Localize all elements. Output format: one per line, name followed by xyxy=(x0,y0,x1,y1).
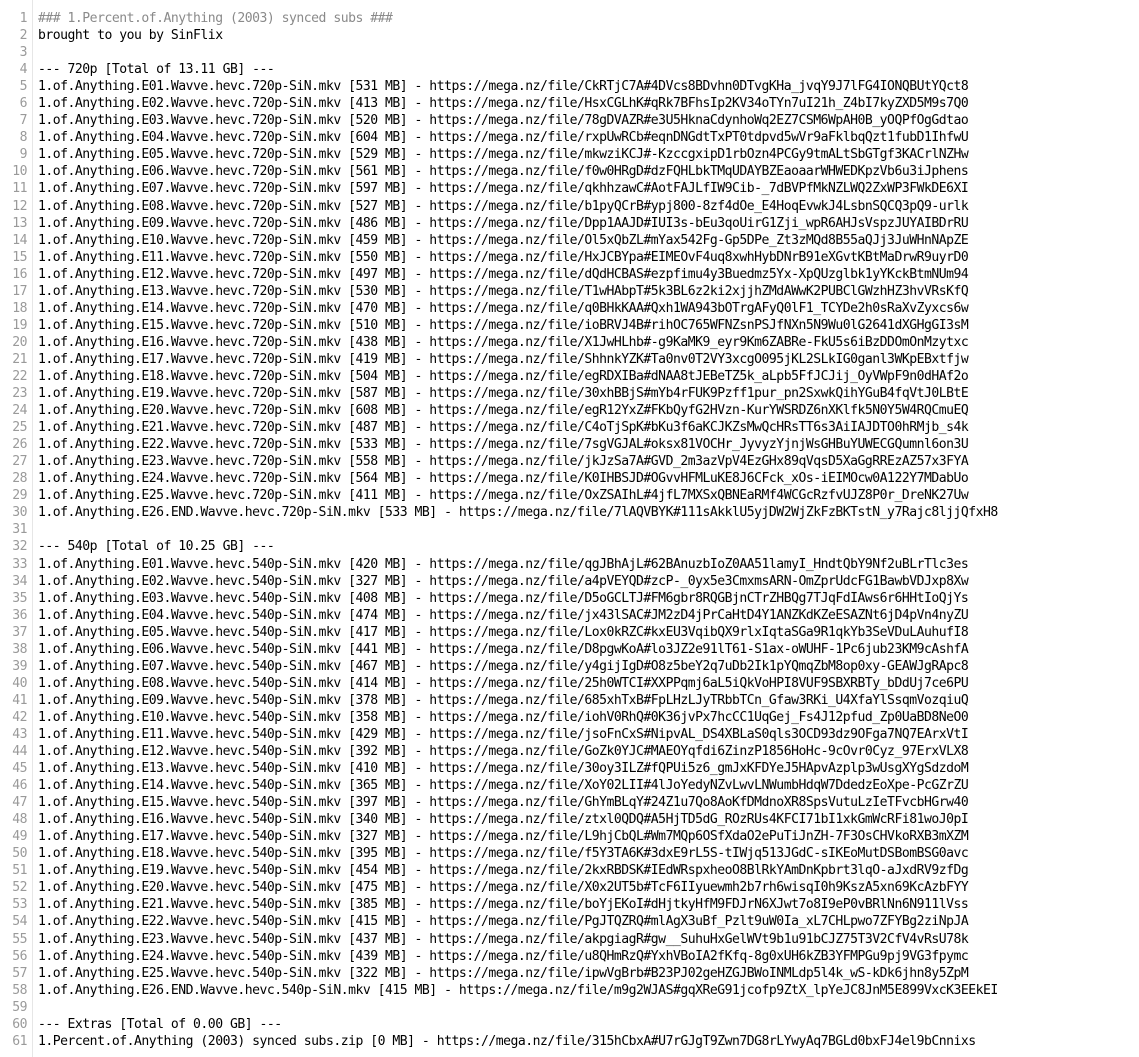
line-text: 1.of.Anything.E09.Wavve.hevc.540p-SiN.mkv [378 MB] - https://mega.nz/file/685xhTxB#FpLHzLJyTRbbTCn_Gfaw3RKi_U4XfaYlSsqmVozqiuQ xyxy=(38,692,969,708)
editor-line[interactable] xyxy=(0,931,1139,948)
line-text: 1.of.Anything.E21.Wavve.hevc.540p-SiN.mkv [385 MB] - https://mega.nz/file/boYjEKoI#dHjtkyHfM9FDJrN6XJwt7o8I9eP0vBRlNn6N911lVss xyxy=(38,897,969,913)
line-number: 8 xyxy=(19,130,27,146)
line-number: 36 xyxy=(12,607,27,623)
editor-line[interactable] xyxy=(0,385,1139,402)
line-number: 12 xyxy=(12,198,27,214)
editor-line[interactable] xyxy=(0,692,1139,709)
line-text: 1.of.Anything.E22.Wavve.hevc.720p-SiN.mkv [533 MB] - https://mega.nz/file/7sgVGJAL#oksx81VOCHr_JyvyzYjnjWsGHBuYUWECGQumnl6on3U xyxy=(38,437,969,453)
editor-line[interactable] xyxy=(0,180,1139,197)
line-text: 1.of.Anything.E18.Wavve.hevc.540p-SiN.mkv [395 MB] - https://mega.nz/file/f5Y3TA6K#3dxE9rL5S-tIWjq513JGdC-sIKEoMutDSBomBSG0avc xyxy=(38,846,969,862)
line-number: 61 xyxy=(12,1033,27,1049)
line-number: 20 xyxy=(12,334,27,350)
line-number: 38 xyxy=(12,641,27,657)
line-text: 1.of.Anything.E04.Wavve.hevc.720p-SiN.mkv [604 MB] - https://mega.nz/file/rxpUwRCb#eqnDNGdtTxPT0tdpvd5wVr9aFklbqQzt1fubD1IhfwU xyxy=(38,130,969,146)
line-number: 57 xyxy=(12,965,27,981)
line-text: 1.of.Anything.E24.Wavve.hevc.540p-SiN.mkv [439 MB] - https://mega.nz/file/u8QHmRzQ#YxhVBoIA2fKfq-8g0xUH6kZB3YFMPGu9pj9VG3fpymc xyxy=(38,948,969,964)
editor-line[interactable] xyxy=(0,982,1139,999)
line-number: 47 xyxy=(12,795,27,811)
editor-line[interactable] xyxy=(0,334,1139,351)
line-text: 1.of.Anything.E03.Wavve.hevc.540p-SiN.mkv [408 MB] - https://mega.nz/file/D5oGCLTJ#FM6gbr8RQGBjnCTrZHBQg7TJqFdIAws6r6HHtIoQjYs xyxy=(38,590,969,606)
line-text: 1.of.Anything.E20.Wavve.hevc.540p-SiN.mkv [475 MB] - https://mega.nz/file/X0x2UT5b#TcF6IIyuewmh2b7rh6wisqI0h9KszA5xn69KcAzbFYY xyxy=(38,880,969,896)
editor-line[interactable] xyxy=(0,10,1139,27)
line-number: 10 xyxy=(12,164,27,180)
line-text: 1.of.Anything.E19.Wavve.hevc.540p-SiN.mkv [454 MB] - https://mega.nz/file/2kxRBDSK#IEdWRspxheoO8BlRkYAmDnKpbrt3lqO-aJxdRV9zfDg xyxy=(38,863,969,879)
line-number: 49 xyxy=(12,829,27,845)
line-text: 1.of.Anything.E14.Wavve.hevc.720p-SiN.mkv [470 MB] - https://mega.nz/file/q0BHkKAA#Qxh1WA943bOTrgAFyQ0lF1_TCYDe2h0sRaXvZyxcs6w xyxy=(38,300,969,316)
line-text: 1.of.Anything.E01.Wavve.hevc.540p-SiN.mkv [420 MB] - https://mega.nz/file/qgJBhAjL#62BAnuzbIoZ0AA51lamyI_HndtQbY9Nf2uBLrTlc3es xyxy=(38,556,969,572)
line-number: 19 xyxy=(12,317,27,333)
line-text xyxy=(38,44,1139,61)
line-number: 6 xyxy=(19,96,27,112)
line-text: 1.of.Anything.E20.Wavve.hevc.720p-SiN.mkv [608 MB] - https://mega.nz/file/egR12YxZ#FKbQyfG2HVzn-KurYWSRDZ6nXKlfk5N0Y5W4RQCmuEQ xyxy=(38,403,969,419)
editor-line[interactable] xyxy=(0,794,1139,811)
line-text: 1.of.Anything.E11.Wavve.hevc.720p-SiN.mkv [550 MB] - https://mega.nz/file/HxJCBYpa#EIMEOvF4uq8xwhHybDNrB91eXGvtKBtMaDrwR9uyrD0 xyxy=(38,249,969,265)
editor-line[interactable] xyxy=(0,487,1139,504)
line-number: 27 xyxy=(12,454,27,470)
line-text: 1.of.Anything.E16.Wavve.hevc.540p-SiN.mkv [340 MB] - https://mega.nz/file/ztxl0QDQ#A5HjTD5dG_ROzRUs4KFCI71bI1xkGmWcRFi81woJ0pI xyxy=(38,812,969,828)
line-number: 29 xyxy=(12,488,27,504)
line-text: 1.Percent.of.Anything (2003) synced subs.zip [0 MB] - https://mega.nz/file/315hCbxA#U7rGJgT9Zwn7DG8rLYwyAq7BGLd0bxFJ4el9bCnnixs xyxy=(38,1033,976,1049)
editor-line[interactable] xyxy=(0,27,1139,44)
line-text: 1.of.Anything.E04.Wavve.hevc.540p-SiN.mkv [474 MB] - https://mega.nz/file/jx43lSAC#JM2zD4jPrCaHtD4Y1ANZKdKZeESAZNt6jD4pVn4nyZU xyxy=(38,607,969,623)
line-text xyxy=(38,521,1139,538)
editor-line[interactable] xyxy=(0,351,1139,368)
editor-line[interactable] xyxy=(0,283,1139,300)
line-number: 26 xyxy=(12,437,27,453)
editor-line[interactable] xyxy=(0,726,1139,743)
line-number: 51 xyxy=(12,863,27,879)
line-text: 1.of.Anything.E23.Wavve.hevc.720p-SiN.mkv [558 MB] - https://mega.nz/file/jkJzSa7A#GVD_2m3azVpV4EzGHx89qVqsD5XaGgRREzAZ57x3FYA xyxy=(38,454,969,470)
line-text: 1.of.Anything.E06.Wavve.hevc.540p-SiN.mkv [441 MB] - https://mega.nz/file/D8pgwKoA#lo3JZ2e91lT61-S1ax-oWUHF-1Pc6jub23KM9cAshfA xyxy=(38,641,969,657)
line-text: --- 540p [Total of 10.25 GB] --- xyxy=(38,539,275,555)
line-number: 22 xyxy=(12,368,27,384)
line-text: 1.of.Anything.E24.Wavve.hevc.720p-SiN.mkv [564 MB] - https://mega.nz/file/K0IHBSJD#OGvvHFMLuKE8J6CFck_xOs-iEIMOcw0A122Y7MDabUo xyxy=(38,471,969,487)
editor-line[interactable] xyxy=(0,965,1139,982)
editor-line[interactable] xyxy=(0,658,1139,675)
line-number: 44 xyxy=(12,744,27,760)
editor-line[interactable] xyxy=(0,1033,1139,1050)
line-text: 1.of.Anything.E09.Wavve.hevc.720p-SiN.mkv [486 MB] - https://mega.nz/file/Dpp1AAJD#IUI3s-bEu3qoUirG1Zji_wpR6AHJsVspzJUYAIBDrRU xyxy=(38,215,969,231)
line-text: 1.of.Anything.E19.Wavve.hevc.720p-SiN.mkv [587 MB] - https://mega.nz/file/30xhBBjS#mYb4rFUK9Pzff1pur_pn2SxwkQihYGuB4fqVtJ0LBtE xyxy=(38,386,969,402)
line-text: 1.of.Anything.E22.Wavve.hevc.540p-SiN.mkv [415 MB] - https://mega.nz/file/PgJTQZRQ#mlAgX3uBf_Pzlt9uW0Ia_xL7CHLpwo7ZFYBg2ziNpJA xyxy=(38,914,969,930)
editor-line[interactable] xyxy=(0,504,1139,521)
editor-line[interactable] xyxy=(0,1016,1139,1033)
line-text: 1.of.Anything.E26.END.Wavve.hevc.540p-SiN.mkv [415 MB] - https://mega.nz/file/m9g2WJAS#gqXReG91jcofp9ZtX_lpYeJC8JnM5E899VxcK3EEkEI xyxy=(38,982,998,998)
line-number: 39 xyxy=(12,658,27,674)
editor-line[interactable] xyxy=(0,760,1139,777)
editor-line[interactable] xyxy=(0,402,1139,419)
editor-lines[interactable] xyxy=(0,10,1139,1050)
line-text: brought to you by SinFlix xyxy=(38,28,223,44)
line-number: 5 xyxy=(19,79,27,95)
editor-line[interactable] xyxy=(0,828,1139,845)
editor-line[interactable] xyxy=(0,232,1139,249)
line-number: 21 xyxy=(12,351,27,367)
editor-line[interactable] xyxy=(0,573,1139,590)
line-text: 1.of.Anything.E05.Wavve.hevc.720p-SiN.mkv [529 MB] - https://mega.nz/file/mkwziKCJ#-KzccgxipD1rbOzn4PCGy9tmALtSbGTgf3KACrlNZHw xyxy=(38,147,969,163)
line-text: 1.of.Anything.E05.Wavve.hevc.540p-SiN.mkv [417 MB] - https://mega.nz/file/Lox0kRZC#kxEU3VqibQX9rlxIqtaSGa9R1qkYb3SeVDuLAuhufI8 xyxy=(38,624,969,640)
line-number: 33 xyxy=(12,556,27,572)
editor-line[interactable] xyxy=(0,999,1139,1016)
editor-line[interactable] xyxy=(0,129,1139,146)
line-text: --- Extras [Total of 0.00 GB] --- xyxy=(38,1016,282,1032)
line-number: 9 xyxy=(19,147,27,163)
line-text: 1.of.Anything.E02.Wavve.hevc.540p-SiN.mkv [327 MB] - https://mega.nz/file/a4pVEYQD#zcP-_0yx5e3CmxmsARN-OmZprUdcFG1BawbVDJxp8Xw xyxy=(38,573,969,589)
editor-line[interactable] xyxy=(0,624,1139,641)
line-number: 7 xyxy=(19,113,27,129)
line-text: 1.of.Anything.E10.Wavve.hevc.540p-SiN.mkv [358 MB] - https://mega.nz/file/iohV0RhQ#0K36jvPx7hcCC1UqGej_Fs4J12pfud_Zp0UaBD8NeO0 xyxy=(38,709,969,725)
editor-line[interactable] xyxy=(0,538,1139,555)
line-number: 30 xyxy=(12,505,27,521)
editor-line[interactable] xyxy=(0,913,1139,930)
line-text: 1.of.Anything.E17.Wavve.hevc.540p-SiN.mkv [327 MB] - https://mega.nz/file/L9hjCbQL#Wm7MQp6OSfXdaO2ePuTiJnZH-7F3OsCHVkoRXB3mXZM xyxy=(38,829,969,845)
line-text: 1.of.Anything.E12.Wavve.hevc.720p-SiN.mkv [497 MB] - https://mega.nz/file/dQdHCBAS#ezpfimu4y3Buedmz5Yx-XpQUzglbk1yYKckBtmNUm94 xyxy=(38,266,969,282)
line-number: 52 xyxy=(12,880,27,896)
line-number: 42 xyxy=(12,709,27,725)
line-number: 54 xyxy=(12,914,27,930)
editor-line[interactable] xyxy=(0,368,1139,385)
line-text xyxy=(38,999,1139,1016)
line-number: 16 xyxy=(12,266,27,282)
editor-line[interactable] xyxy=(0,266,1139,283)
line-number: 24 xyxy=(12,403,27,419)
line-text: 1.of.Anything.E10.Wavve.hevc.720p-SiN.mkv [459 MB] - https://mega.nz/file/Ol5xQbZL#mYax542Fg-Gp5DPe_Zt3zMQd8B55aQJj3JuWHnNApZE xyxy=(38,232,969,248)
editor-line[interactable] xyxy=(0,198,1139,215)
line-text: 1.of.Anything.E15.Wavve.hevc.540p-SiN.mkv [397 MB] - https://mega.nz/file/GhYmBLqY#24Z1u7Qo8AoKfDMdnoXR8SpsVutuLzIeTFvcbHGrw40 xyxy=(38,795,969,811)
editor-line[interactable] xyxy=(0,61,1139,78)
editor-line[interactable] xyxy=(0,78,1139,95)
line-text: 1.of.Anything.E13.Wavve.hevc.720p-SiN.mkv [530 MB] - https://mega.nz/file/T1wHAbpT#5k3BL6z2ki2xjjhZMdAWwK2PUBClGWzhHZ3hvVRsKfQ xyxy=(38,283,969,299)
editor-line[interactable] xyxy=(0,845,1139,862)
line-number: 34 xyxy=(12,573,27,589)
line-number: 56 xyxy=(12,948,27,964)
line-text: 1.of.Anything.E01.Wavve.hevc.720p-SiN.mkv [531 MB] - https://mega.nz/file/CkRTjC7A#4DVcs8BDvhn0DTvgKHa_jvqY9J7lFG4IONQBUtYQct8 xyxy=(38,79,969,95)
line-number: 13 xyxy=(12,215,27,231)
editor-line[interactable] xyxy=(0,300,1139,317)
line-text: 1.of.Anything.E14.Wavve.hevc.540p-SiN.mkv [365 MB] - https://mega.nz/file/XoY02LII#4lJoYedyNZvLwvLNWumbHdqW7DdedzEoXpe-PcGZrZU xyxy=(38,778,969,794)
line-number: 59 xyxy=(12,999,27,1015)
line-number: 2 xyxy=(19,28,27,44)
line-text: 1.of.Anything.E08.Wavve.hevc.540p-SiN.mkv [414 MB] - https://mega.nz/file/25h0WTCI#XXPPqmj6aL5iQkVoHPI8VUF9SBXRBTy_bDdUj7ce6PU xyxy=(38,675,969,691)
line-text: 1.of.Anything.E25.Wavve.hevc.540p-SiN.mkv [322 MB] - https://mega.nz/file/ipwVgBrb#B23PJ02geHZGJBWoINMLdp5l4k_wS-kDk6jhn8y5ZpM xyxy=(38,965,969,981)
line-text: 1.of.Anything.E08.Wavve.hevc.720p-SiN.mkv [527 MB] - https://mega.nz/file/b1pyQCrB#ypj800-8zf4dOe_E4HoqEvwkJ4LsbnSQCQ3pQ9-urlk xyxy=(38,198,969,214)
line-text: 1.of.Anything.E12.Wavve.hevc.540p-SiN.mkv [392 MB] - https://mega.nz/file/GoZk0YJC#MAEOYqfdi6ZinzP1856HoHc-9cOvr0Cyz_97ErxVLX8 xyxy=(38,744,969,760)
line-number: 35 xyxy=(12,590,27,606)
editor-line[interactable] xyxy=(0,590,1139,607)
editor-line[interactable] xyxy=(0,521,1139,538)
line-number: 15 xyxy=(12,249,27,265)
line-number: 28 xyxy=(12,471,27,487)
editor-line[interactable] xyxy=(0,675,1139,692)
editor-line[interactable] xyxy=(0,879,1139,896)
editor-line[interactable] xyxy=(0,249,1139,266)
editor-line[interactable] xyxy=(0,146,1139,163)
editor-line[interactable] xyxy=(0,896,1139,913)
line-number: 3 xyxy=(19,45,27,61)
editor-line[interactable] xyxy=(0,215,1139,232)
line-text: 1.of.Anything.E15.Wavve.hevc.720p-SiN.mkv [510 MB] - https://mega.nz/file/ioBRVJ4B#rihOC765WFNZsnPSJfNXn5N9Wu0lG2641dXGHgGI3sM xyxy=(38,317,969,333)
line-text: 1.of.Anything.E07.Wavve.hevc.720p-SiN.mkv [597 MB] - https://mega.nz/file/qkhhzawC#AotFAJLfIW9Cib-_7dBVPfMkNZLWQ2ZxWP3FWkDE6XI xyxy=(38,181,969,197)
editor-line[interactable] xyxy=(0,777,1139,794)
line-number: 43 xyxy=(12,726,27,742)
editor-line[interactable] xyxy=(0,419,1139,436)
line-text: --- 720p [Total of 13.11 GB] --- xyxy=(38,62,275,78)
line-number: 23 xyxy=(12,386,27,402)
line-text: 1.of.Anything.E23.Wavve.hevc.540p-SiN.mkv [437 MB] - https://mega.nz/file/akpgiagR#gw__SuhuHxGelWVt9b1u91bCJZ75T3V2CfV4vRsU78k xyxy=(38,931,969,947)
editor-line[interactable] xyxy=(0,948,1139,965)
line-number: 17 xyxy=(12,283,27,299)
editor-line[interactable] xyxy=(0,607,1139,624)
editor-line[interactable] xyxy=(0,436,1139,453)
line-number: 32 xyxy=(12,539,27,555)
editor-line[interactable] xyxy=(0,163,1139,180)
line-text: 1.of.Anything.E13.Wavve.hevc.540p-SiN.mkv [410 MB] - https://mega.nz/file/30oy3ILZ#fQPUi5z6_gmJxKFDYeJ5HApvAzplp3wUsgXYgSdzdoM xyxy=(38,761,969,777)
line-text: 1.of.Anything.E03.Wavve.hevc.720p-SiN.mkv [520 MB] - https://mega.nz/file/78gDVAZR#e3U5HknaCdynhoWq2EZ7CSM6WpAH0B_yOQPfOgGdtao xyxy=(38,113,969,129)
editor-line[interactable] xyxy=(0,743,1139,760)
line-text: 1.of.Anything.E18.Wavve.hevc.720p-SiN.mkv [504 MB] - https://mega.nz/file/egRDXIBa#dNAA8tJEBeTZ5k_aLpb5FfJCJij_OyVWpF9n0dHAf2o xyxy=(38,368,969,384)
line-number: 18 xyxy=(12,300,27,316)
editor-line[interactable] xyxy=(0,641,1139,658)
line-number: 1 xyxy=(19,11,27,26)
editor-line[interactable] xyxy=(0,453,1139,470)
editor-line[interactable] xyxy=(0,112,1139,129)
line-text: 1.of.Anything.E26.END.Wavve.hevc.720p-SiN.mkv [533 MB] - https://mega.nz/file/7lAQVBYK#111sAkklU5yjDW2WjZkFzBKTstN_y7Rajc8ljjQfxH8 xyxy=(38,505,998,521)
editor-line[interactable] xyxy=(0,556,1139,573)
line-number: 37 xyxy=(12,624,27,640)
line-text: 1.of.Anything.E17.Wavve.hevc.720p-SiN.mkv [419 MB] - https://mega.nz/file/ShhnkYZK#Ta0nv0T2VY3xcgO095jKL2SLkIG0ganl3WKpEBxtfjw xyxy=(38,351,969,367)
editor-line[interactable] xyxy=(0,470,1139,487)
line-text: 1.of.Anything.E06.Wavve.hevc.720p-SiN.mkv [561 MB] - https://mega.nz/file/f0w0HRgD#dzFQHLbkTMqUDAYBZEaoaarWHWEDKpzVb6u3iJphens xyxy=(38,164,969,180)
comment-line-text: ### 1.Percent.of.Anything (2003) synced subs ### xyxy=(38,11,393,26)
line-number: 41 xyxy=(12,692,27,708)
line-text: 1.of.Anything.E16.Wavve.hevc.720p-SiN.mkv [438 MB] - https://mega.nz/file/X1JwHLhb#-g9KaMK9_eyr9Km6ZABRe-FkU5s6iBzDDOmOnMzytxc xyxy=(38,334,969,350)
line-number: 25 xyxy=(12,420,27,436)
line-text: 1.of.Anything.E21.Wavve.hevc.720p-SiN.mkv [487 MB] - https://mega.nz/file/C4oTjSpK#bKu3f6aKCJKZsMwQcHRsTT6s3AiIAJDTO0hRMjb_s4k xyxy=(38,420,969,436)
editor-line[interactable] xyxy=(0,95,1139,112)
editor-line[interactable] xyxy=(0,811,1139,828)
line-text: 1.of.Anything.E25.Wavve.hevc.720p-SiN.mkv [411 MB] - https://mega.nz/file/OxZSAIhL#4jfL7MXSxQBNEaRMf4WCGcRzfvUJZ8P0r_DreNK27Uw xyxy=(38,488,969,504)
line-number: 11 xyxy=(12,181,27,197)
line-text: 1.of.Anything.E11.Wavve.hevc.540p-SiN.mkv [429 MB] - https://mega.nz/file/jsoFnCxS#NipvAL_DS4XBLaS0qls3OCD93dz9OFga7NQ7EArxVtI xyxy=(38,726,969,742)
line-number: 60 xyxy=(12,1016,27,1032)
editor-line[interactable] xyxy=(0,862,1139,879)
editor-line[interactable] xyxy=(0,44,1139,61)
editor-line[interactable] xyxy=(0,317,1139,334)
line-text: 1.of.Anything.E07.Wavve.hevc.540p-SiN.mkv [467 MB] - https://mega.nz/file/y4gijIgD#O8z5beY2q7uDb2Ik1pYQmqZbM8op0xy-GEAWJgRApc8 xyxy=(38,658,969,674)
line-number: 48 xyxy=(12,812,27,828)
line-number: 50 xyxy=(12,846,27,862)
line-number: 53 xyxy=(12,897,27,913)
line-number: 45 xyxy=(12,761,27,777)
line-text: 1.of.Anything.E02.Wavve.hevc.720p-SiN.mkv [413 MB] - https://mega.nz/file/HsxCGLhK#qRk7BFhsIp2KV34oTYn7uI21h_Z4bI7kyZXD5M9s7Q0 xyxy=(38,96,969,112)
line-number: 31 xyxy=(12,522,27,538)
line-number: 55 xyxy=(12,931,27,947)
line-number: 58 xyxy=(12,982,27,998)
line-number: 14 xyxy=(12,232,27,248)
editor-line[interactable] xyxy=(0,709,1139,726)
line-number: 40 xyxy=(12,675,27,691)
line-number: 46 xyxy=(12,778,27,794)
line-number: 4 xyxy=(19,62,27,78)
